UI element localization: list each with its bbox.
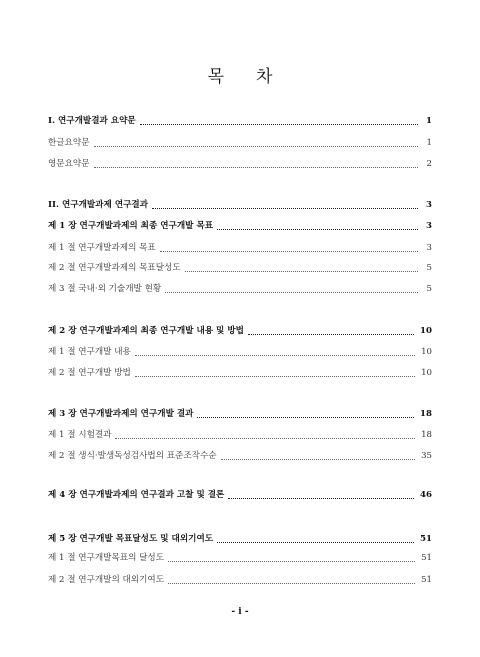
toc-entry[interactable] [48,573,432,587]
dot-leader [160,251,418,252]
toc-entry[interactable] [48,114,432,128]
toc-entry[interactable] [48,366,432,380]
toc-entry[interactable] [48,136,432,150]
dot-leader [94,167,418,168]
title-char: 차 [256,67,273,87]
dot-leader [135,376,415,377]
toc-entry-label: 제 2 절 연구개발의 대외기여도 [48,575,165,585]
toc-entry-label: 영문요약문 [48,159,90,169]
toc-entry-page: 3 [426,221,432,231]
toc-entry-page: 51 [420,534,432,544]
toc-entry-page: 51 [421,575,432,585]
toc-entry-page: 5 [426,284,432,294]
toc-entry-label: 제 1 절 연구개발과제의 목표 [48,243,156,253]
dot-leader [168,583,415,584]
toc-entry-label: 제 2 절 생식·발생독성검사법의 표준조작수순 [48,451,217,461]
toc-entry-label: 한글요약문 [48,138,90,148]
toc-entry-page: 18 [421,430,432,440]
dot-leader [185,271,418,272]
toc-entry-page: 5 [426,263,432,273]
dot-leader [248,334,414,335]
dot-leader [152,208,418,209]
dot-leader [94,146,418,147]
toc-entry-label: 제 2 장 연구개발과제의 최종 연구개발 내용 및 방법 [48,326,244,336]
page-number-footer: - i - [231,607,249,617]
toc-entry[interactable] [48,428,432,442]
toc-entry-page: 51 [421,553,432,563]
toc-entry-label: 제 1 절 연구개발목표의 달성도 [48,553,165,563]
toc-entry-label: II. 연구개발과제 연구결과 [48,200,149,210]
toc-entry-page: 1 [426,138,432,148]
toc-entry-page: 10 [421,347,432,357]
toc-entry-label: 제 5 장 연구개발 목표달성도 및 대외기여도 [48,534,214,544]
toc-entry-label: 제 3 장 연구개발과제의 연구개발 결과 [48,409,194,419]
toc-entry-page: 3 [426,200,432,210]
toc-entry-label: 제 1 장 연구개발과제의 최종 연구개발 목표 [48,221,214,231]
dot-leader [135,355,415,356]
toc-entry[interactable] [48,532,432,546]
dot-leader [221,459,416,460]
toc-entry-page: 2 [426,159,432,169]
toc-entry[interactable] [48,345,432,359]
toc-entry-page: 10 [421,368,432,378]
toc-entry[interactable] [48,407,432,421]
toc-entry[interactable] [48,198,432,212]
title-char: 목 [207,67,224,87]
dot-leader [168,561,415,562]
toc-entry[interactable] [48,219,432,233]
toc-entry[interactable] [48,241,432,255]
toc-entry[interactable] [48,261,432,275]
toc-entry-label: 제 1 절 연구개발 내용 [48,347,131,357]
dot-leader [228,498,414,499]
toc-entry-label: I. 연구개발결과 요약문 [48,116,136,126]
toc-entry-label: 제 2 절 연구개발과제의 목표달성도 [48,263,181,273]
dot-leader [197,417,414,418]
toc-entry-label: 제 2 절 연구개발 방법 [48,368,131,378]
toc-entry[interactable] [48,488,432,502]
dot-leader [217,229,418,230]
toc-entry-label: 제 4 장 연구개발과제의 연구결과 고찰 및 결론 [48,490,225,500]
toc-entry-page: 46 [420,490,432,500]
toc-entry-label: 제 3 절 국내·외 기술개발 현황 [48,284,162,294]
toc-entry-page: 10 [420,326,432,336]
toc-entry-page: 35 [421,451,432,461]
toc-entry[interactable] [48,449,432,463]
dot-leader [115,438,415,439]
dot-leader [165,292,418,293]
toc-entry-page: 18 [420,409,432,419]
toc-entry[interactable] [48,282,432,296]
dot-leader [217,542,414,543]
dot-leader [140,124,418,125]
toc-entry[interactable] [48,157,432,171]
toc-entry-page: 3 [426,243,432,253]
toc-entry[interactable] [48,551,432,565]
toc-entry-label: 제 1 절 시험결과 [48,430,112,440]
toc-entry-page: 1 [426,116,432,126]
toc-entry[interactable] [48,324,432,338]
